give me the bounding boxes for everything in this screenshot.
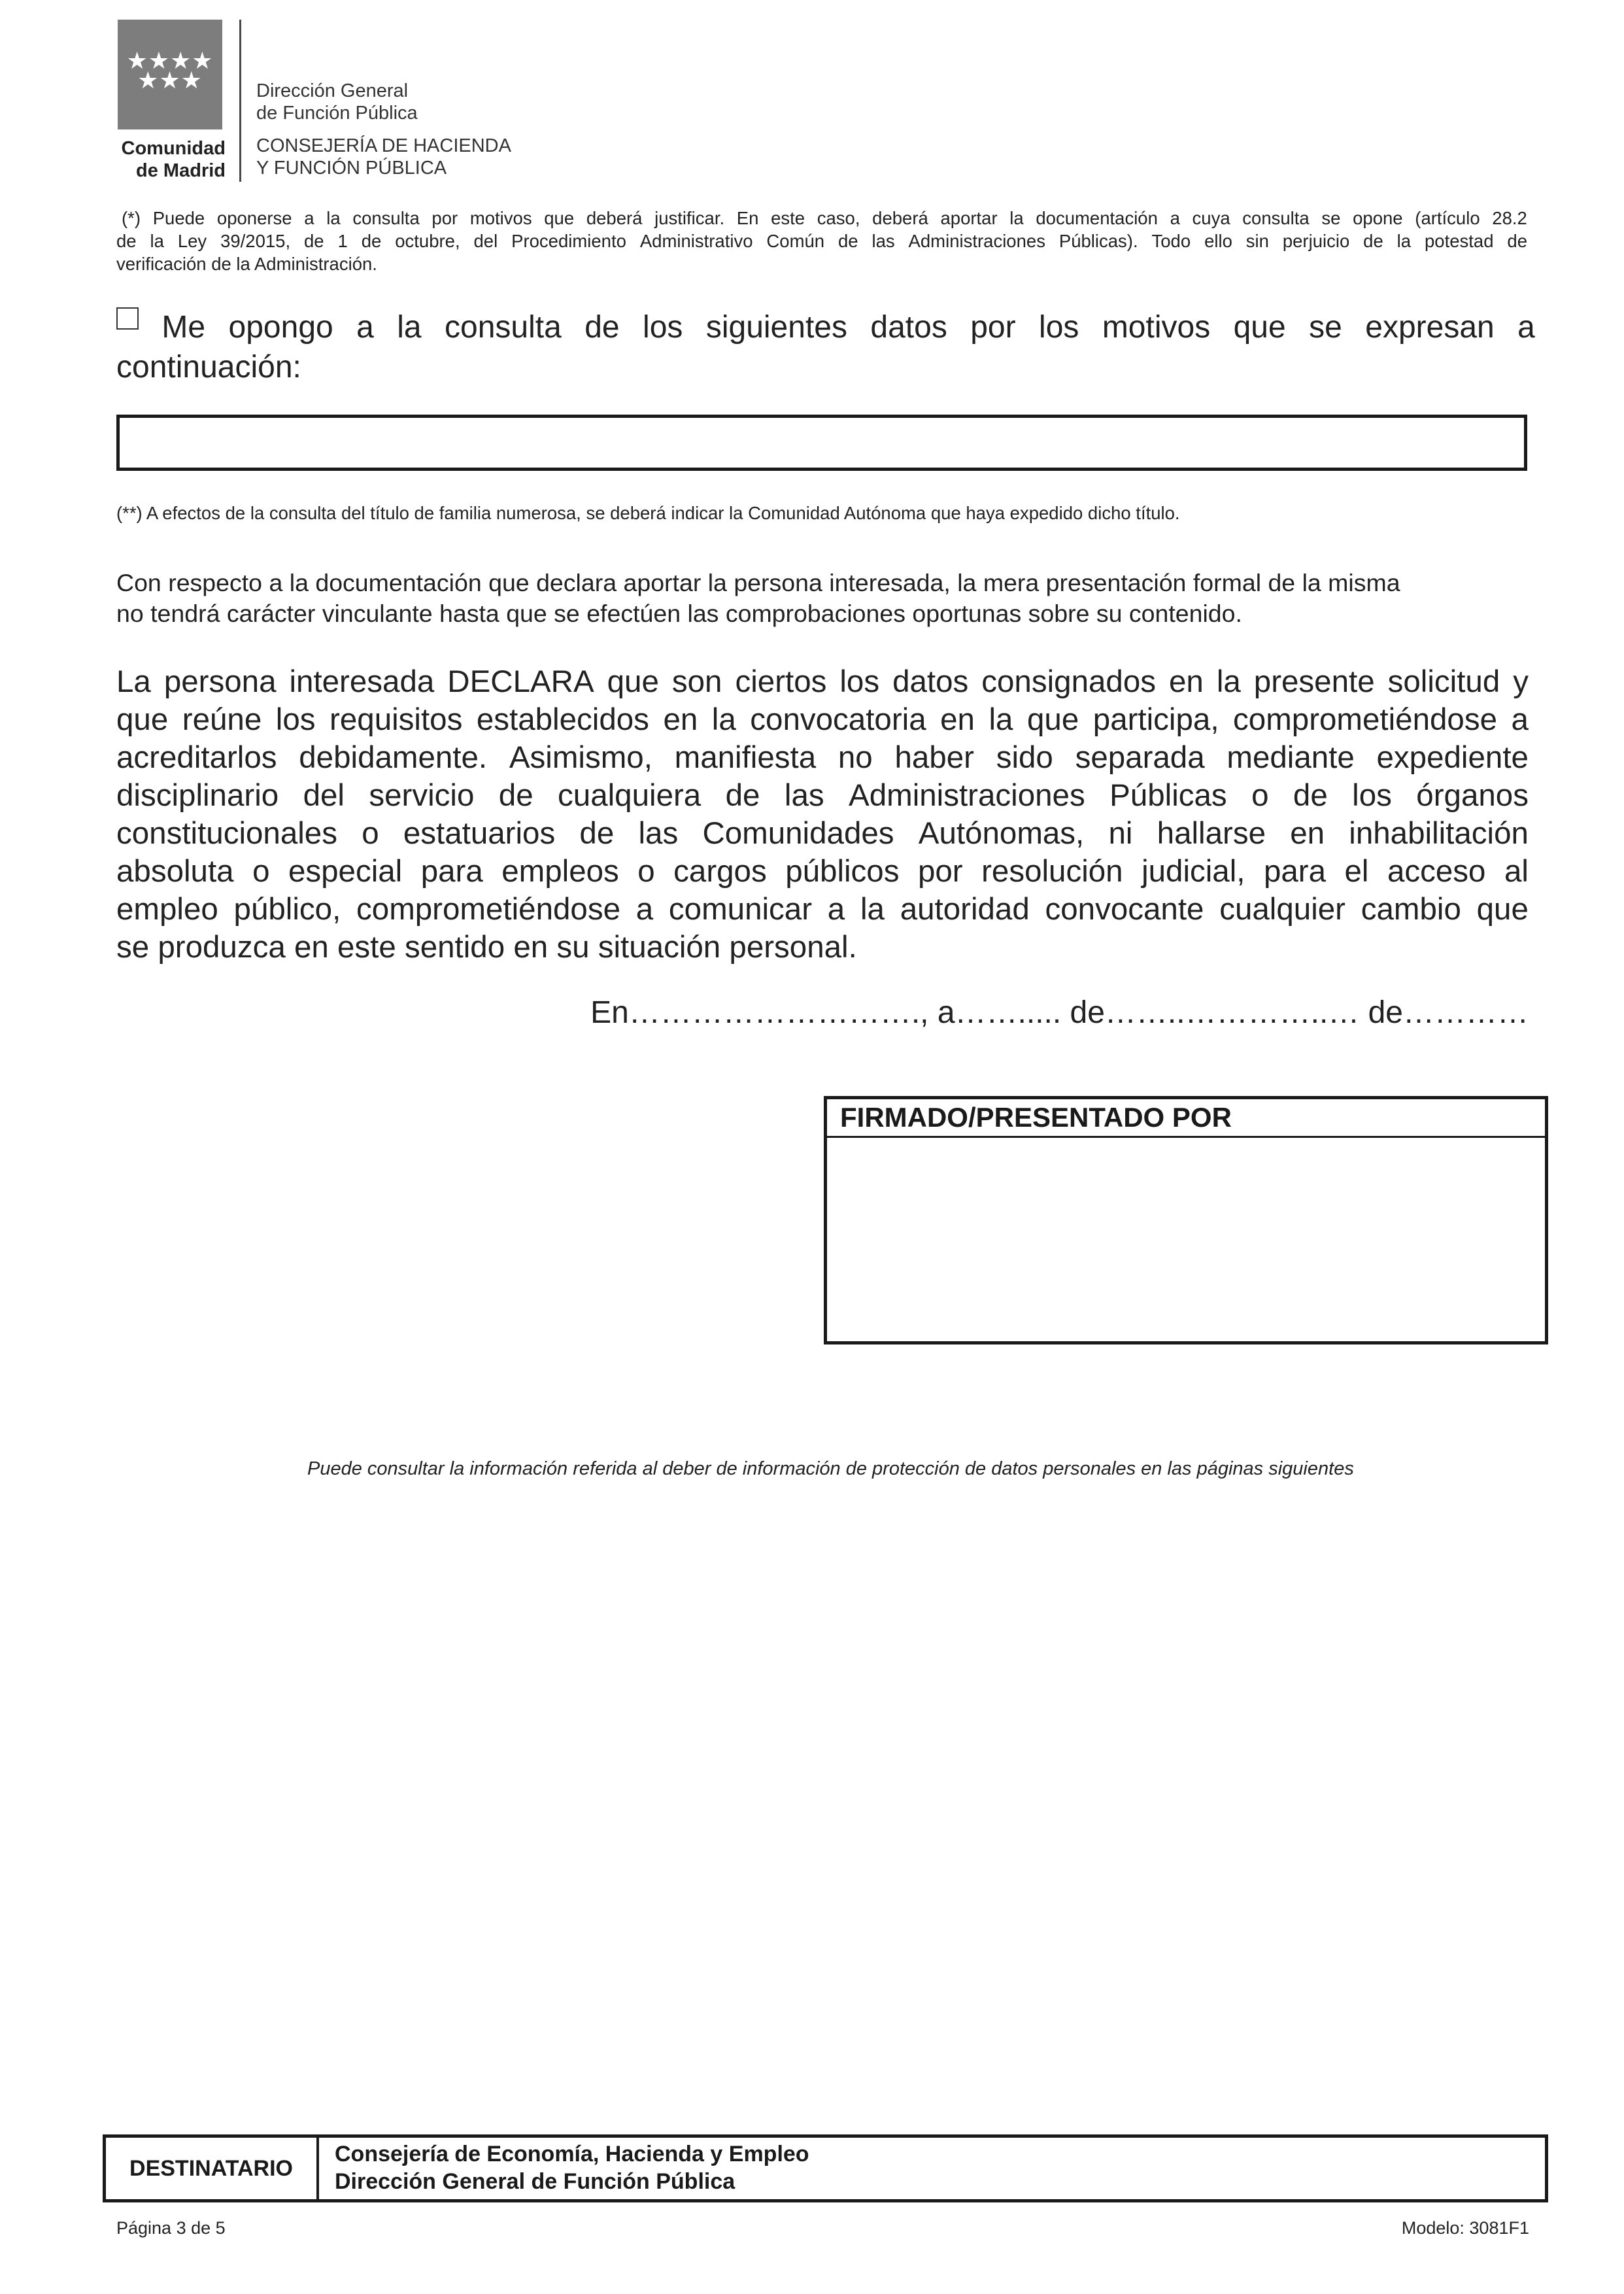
declaration-line	[116, 929, 1529, 967]
declaration-word: servicio	[369, 778, 475, 813]
oppose-checkbox-word: de	[584, 310, 620, 345]
oppose-checkbox-word: a	[1517, 310, 1535, 345]
declaration-word: comunicar	[668, 892, 813, 927]
opposition-note	[116, 207, 1527, 275]
declaration-word: los	[1352, 778, 1392, 813]
declaration-word: judicial,	[1142, 854, 1245, 889]
declaration-word: las	[638, 816, 679, 851]
declaration-word: la	[860, 892, 885, 927]
declaration-word: que	[1476, 892, 1529, 927]
oppose-checkbox-word: consulta	[445, 310, 562, 345]
declaration-word: comprometiéndose	[1233, 702, 1498, 737]
declaration-line	[116, 739, 1529, 777]
opposition-note-word: de	[1507, 231, 1527, 251]
declaration-word: en	[663, 702, 698, 737]
declaration-word: de	[579, 816, 615, 851]
opposition-note-word: de	[1363, 231, 1383, 251]
declaration-word: requisitos	[330, 702, 463, 737]
declaration-line	[116, 891, 1529, 929]
declaration-word: o	[1251, 778, 1269, 813]
declaration-word: que	[607, 664, 659, 699]
declaration-word: sido	[996, 740, 1053, 775]
oppose-checkbox-word: por	[970, 310, 1016, 345]
opposition-note-word: octubre,	[395, 231, 460, 251]
declaration-word: acreditarlos	[116, 740, 277, 775]
declaration-word: interesada	[289, 664, 435, 699]
opposition-note-word: deberá	[872, 208, 928, 228]
oppose-checkbox-word: Me	[161, 310, 206, 345]
declaration-word: que	[116, 702, 169, 737]
declaration-word: y	[1513, 664, 1529, 699]
declaration-word: a	[635, 892, 654, 927]
declaration-word: debidamente.	[299, 740, 488, 775]
recipient-label: DESTINATARIO	[106, 2138, 319, 2199]
signature-box[interactable]	[824, 1096, 1548, 1344]
declaration-word: hallarse	[1157, 816, 1266, 851]
dept-line3: CONSEJERÍA DE HACIENDA	[256, 135, 511, 156]
oppose-checkbox-word: motivos	[1102, 310, 1211, 345]
opposition-note-word: caso,	[817, 208, 860, 228]
declaration-word: ciertos	[735, 664, 827, 699]
oppose-checkbox-line1	[116, 307, 1535, 347]
declaration-word: o	[252, 854, 270, 889]
declaration-word: constitucionales	[116, 816, 337, 851]
declaration-word: público,	[233, 892, 341, 927]
declaration-word: solicitud	[1387, 664, 1500, 699]
oppose-checkbox-word: expresan	[1365, 310, 1495, 345]
opposition-note-word: de	[304, 231, 324, 251]
header-divider	[239, 20, 241, 182]
oppose-checkbox-word: los	[1039, 310, 1079, 345]
declaration-word: Comunidades	[702, 816, 894, 851]
oppose-checkbox-word: opongo	[228, 310, 333, 345]
declaration-text: se produzca en este sentido en su situación personal.	[116, 930, 857, 965]
declaration-word: la	[1216, 664, 1241, 699]
opposition-note-word: opone	[1353, 208, 1403, 228]
declaration-word: haber	[894, 740, 974, 775]
declaration-word: que	[1027, 702, 1079, 737]
oppose-checkbox-word: datos	[870, 310, 947, 345]
recipient-box	[103, 2134, 1548, 2202]
dept-line1: Dirección General	[256, 80, 409, 101]
dept-line2: de Función Pública	[256, 103, 418, 124]
opposition-note-word: Todo	[1151, 231, 1191, 251]
opposition-note-word: 39/2015,	[220, 231, 291, 251]
declaration-word: autoridad	[900, 892, 1030, 927]
declaration-word: al	[1504, 854, 1529, 889]
logo-name-line1: Comunidad	[121, 138, 226, 159]
declaration-word: o	[362, 816, 379, 851]
declaration-word: por	[917, 854, 963, 889]
declaration-word: de	[498, 778, 533, 813]
logo-name-line2: de Madrid	[136, 160, 226, 181]
oppose-checkbox-word: que	[1233, 310, 1286, 345]
declaration-word: para	[1263, 854, 1327, 889]
declaration-word: a	[1511, 702, 1529, 737]
model-number: Modelo: 3081F1	[1401, 2218, 1529, 2238]
declaration-word: Asimismo,	[509, 740, 652, 775]
declaration-line	[116, 815, 1529, 853]
declaration-word: Públicas	[1109, 778, 1227, 813]
declaration-word: resolución	[981, 854, 1123, 889]
declaration-word: expediente	[1376, 740, 1529, 775]
oppose-checkbox-line2: continuación:	[116, 350, 301, 385]
declaration-word: a	[827, 892, 845, 927]
opposition-note-word: oponerse	[216, 208, 292, 228]
opposition-note-word: de	[837, 231, 858, 251]
opposition-note-word: justificar.	[654, 208, 725, 228]
opposition-note-word: consulta	[1242, 208, 1310, 228]
opposition-note-word: la	[326, 208, 341, 228]
recipient-line2: Dirección General de Función Pública	[335, 2169, 736, 2194]
declaration-paragraph	[116, 663, 1529, 967]
declaration-word: los	[275, 702, 316, 737]
declaration-line	[116, 701, 1529, 739]
opposition-note-word: 1	[337, 231, 348, 251]
declaration-word: el	[1344, 854, 1369, 889]
declaration-word: empleo	[116, 892, 218, 927]
declaration-word: participa,	[1092, 702, 1219, 737]
declaration-word: órganos	[1416, 778, 1529, 813]
opposition-note-word: se	[1321, 208, 1341, 228]
declaration-line	[116, 663, 1529, 701]
declaration-word: o	[637, 854, 655, 889]
opposition-note-word: perjuicio	[1282, 231, 1350, 251]
declaration-word: cargos	[673, 854, 767, 889]
opposition-note-word: (*)	[122, 208, 141, 228]
declaration-word: ni	[1108, 816, 1133, 851]
opposition-note-word: del	[473, 231, 498, 251]
dept-line4: Y FUNCIÓN PÚBLICA	[256, 158, 447, 179]
opposition-note-word: deberá	[586, 208, 643, 228]
opposition-note-word: documentación	[1036, 208, 1158, 228]
declaration-word: consignados	[981, 664, 1156, 699]
opposition-note-word: sin	[1245, 231, 1269, 251]
declaration-word: DECLARA	[447, 664, 594, 699]
declaration-word: reúne	[182, 702, 262, 737]
declaration-word: la	[711, 702, 736, 737]
opposition-note-word: este	[771, 208, 805, 228]
declaration-word: cualquiera	[558, 778, 702, 813]
opposition-note-word: Común	[766, 231, 825, 251]
opposition-note-word: por	[431, 208, 458, 228]
opposition-note-word: consulta	[352, 208, 420, 228]
declaration-word: las	[784, 778, 824, 813]
declaration-word: no	[837, 740, 873, 775]
declaration-word: los	[839, 664, 880, 699]
opposition-note-word: a	[1170, 208, 1180, 228]
declaration-word: acceso	[1387, 854, 1486, 889]
oppose-checkbox-word: siguientes	[705, 310, 847, 345]
opposition-note-word: En	[736, 208, 759, 228]
opposition-note-word: a	[304, 208, 314, 228]
large-family-note: (**) A efectos de la consulta del título de familia numerosa, se deberá indicar la Comunidad Autónoma que haya expedido dicho título.	[116, 503, 1180, 523]
declaration-word: absoluta	[116, 854, 234, 889]
declaration-word: en	[1290, 816, 1325, 851]
reasons-input[interactable]	[116, 415, 1527, 471]
logo-stars-icon: ★★★★ ★★★	[126, 47, 214, 94]
declaration-word: públicos	[785, 854, 900, 889]
declaration-word: cualquier	[1219, 892, 1345, 927]
opposition-note-word: las	[871, 231, 895, 251]
declaration-word: manifiesta	[674, 740, 817, 775]
declaration-word: inhabilitación	[1349, 816, 1529, 851]
opposition-note-word: Públicas).	[1058, 231, 1138, 251]
oppose-checkbox-word: los	[643, 310, 683, 345]
declaration-word: de	[1293, 778, 1328, 813]
opposition-note-word: Puede	[152, 208, 205, 228]
recipient-line1: Consejería de Economía, Hacienda y Empleo	[335, 2142, 809, 2166]
declaration-word: Administraciones	[849, 778, 1085, 813]
oppose-checkbox-word: la	[397, 310, 422, 345]
oppose-checkbox-row	[116, 307, 1535, 387]
oppose-checkbox-word: a	[356, 310, 374, 345]
opposition-note-word: cuya	[1192, 208, 1230, 228]
declaration-word: la	[989, 702, 1013, 737]
declaration-word: especial	[288, 854, 403, 889]
declaration-word: convocante	[1045, 892, 1204, 927]
opposition-note-word: motivos	[469, 208, 532, 228]
declaration-word: convocatoria	[750, 702, 926, 737]
opposition-note-word: Procedimiento	[511, 231, 626, 251]
opposition-note-word: la	[1009, 208, 1024, 228]
opposition-note-word: ello	[1204, 231, 1232, 251]
opposition-note-word: 28.2	[1492, 208, 1527, 228]
documentation-paragraph	[116, 568, 1529, 629]
declaration-word: en	[1168, 664, 1204, 699]
signature-field[interactable]	[827, 1138, 1545, 1334]
declaration-word: de	[725, 778, 760, 813]
declaration-word: establecidos	[476, 702, 649, 737]
declaration-word: Autónomas,	[918, 816, 1085, 851]
opposition-note-line3: verificación de la Administración.	[116, 254, 377, 274]
declaration-word: en	[940, 702, 975, 737]
opposition-note-word: de	[116, 231, 137, 251]
oppose-checkbox-word: se	[1309, 310, 1342, 345]
opposition-note-word: potestad	[1424, 231, 1494, 251]
signature-box-title: FIRMADO/PRESENTADO POR	[827, 1099, 1545, 1138]
opposition-note-word: la	[150, 231, 164, 251]
recipient-lines	[319, 2138, 809, 2199]
declaration-word: son	[671, 664, 722, 699]
opposition-note-word: Administraciones	[908, 231, 1045, 251]
oppose-checkbox[interactable]	[116, 307, 139, 330]
declaration-word: separada	[1075, 740, 1205, 775]
declaration-line	[116, 777, 1529, 815]
opposition-note-word: de	[361, 231, 382, 251]
opposition-note-word: aportar	[940, 208, 998, 228]
declaration-word: para	[420, 854, 483, 889]
page-number: Página 3 de 5	[116, 2218, 226, 2238]
documentation-line1: Con respecto a la documentación que declara aportar la persona interesada, la mera presentación formal de la misma	[116, 569, 1400, 596]
opposition-note-word: la	[1396, 231, 1412, 251]
documentation-line2: no tendrá carácter vinculante hasta que se efectúen las comprobaciones oportunas sobre su contenido.	[116, 600, 1242, 627]
declaration-word: empleos	[501, 854, 619, 889]
declaration-word: cambio	[1361, 892, 1461, 927]
opposition-note-word: que	[544, 208, 575, 228]
logo-name	[114, 137, 226, 182]
declaration-word: comprometiéndose	[356, 892, 620, 927]
place-date-line[interactable]: En………………………., a……..... de……..…………..… de…………	[590, 995, 1529, 1030]
declaration-word: presente	[1253, 664, 1375, 699]
declaration-word: persona	[163, 664, 277, 699]
data-protection-note: Puede consultar la información referida al deber de información de protección de datos personales en las páginas siguientes	[307, 1458, 1354, 1479]
declaration-word: estatuarios	[403, 816, 556, 851]
opposition-note-word: Ley	[177, 231, 207, 251]
declaration-word: datos	[892, 664, 969, 699]
declaration-line	[116, 853, 1529, 891]
declaration-word: La	[116, 664, 151, 699]
opposition-note-line2	[116, 230, 1527, 252]
opposition-note-word: Administrativo	[639, 231, 753, 251]
opposition-note-word: (artículo	[1415, 208, 1480, 228]
declaration-word: disciplinario	[116, 778, 279, 813]
declaration-word: del	[303, 778, 345, 813]
opposition-note-line1	[116, 207, 1527, 230]
declaration-word: mediante	[1226, 740, 1355, 775]
